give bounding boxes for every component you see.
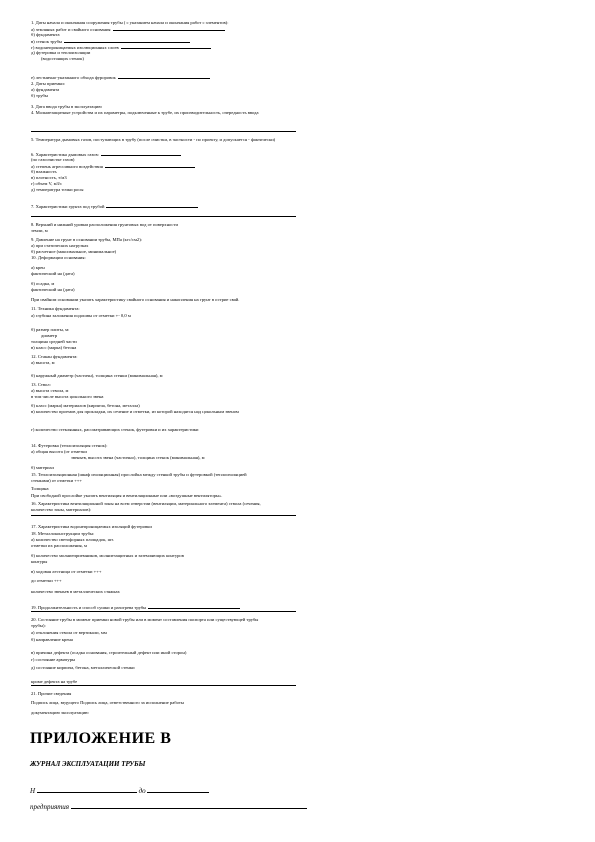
- form-line-text: 17. Характеристика водонепроницаемых изоляций футеровки: [31, 524, 152, 529]
- enterprise-line: [30, 802, 307, 811]
- form-line-text: в) плотность, т/м3: [31, 175, 67, 180]
- form-line: [31, 623, 46, 628]
- form-line-text: б) расчетное (максимальное, минимальное): [31, 249, 117, 254]
- form-line-text: а) высота, м: [31, 360, 55, 365]
- form-line-text: а) общая высота (от отметки: [31, 449, 87, 454]
- form-line-text: отметки их расположения, м: [31, 543, 87, 548]
- form-line: [31, 81, 65, 86]
- form-line: [31, 32, 60, 37]
- fill-in-blank[interactable]: [64, 38, 190, 43]
- form-line: [31, 306, 80, 311]
- form-line-text: фактический на (дата): [31, 287, 75, 292]
- form-line-text: 1. Даты начала и окончания сооружения трубы ( с указанием начала и окончания работ с элементов):: [31, 20, 229, 25]
- form-line: [31, 255, 86, 260]
- form-line-text: контуры: [31, 559, 48, 564]
- form-line-text: д) футеровка и теплоизоляции: [31, 50, 91, 55]
- form-line-text: При свайном основании указать характеристику свайного основания и накопления на грунт в острие свай.: [31, 297, 240, 302]
- form-line: [31, 700, 184, 705]
- form-line: [31, 181, 62, 186]
- form-line-text: в) класс (марка) бетона: [31, 345, 77, 350]
- form-line-text: в) ходовая лестница от отметки +++: [31, 569, 102, 574]
- form-line-text: а) крен: [31, 265, 45, 270]
- form-line: [31, 137, 275, 142]
- form-line: [31, 507, 91, 512]
- form-line-text: 9. Давление на грунт в основании трубы, МПа (кгс/см2):: [31, 237, 143, 242]
- form-line-text: толщина средней части: [31, 339, 77, 344]
- form-line: [31, 339, 77, 344]
- from-label: Н: [30, 787, 36, 795]
- form-line: [31, 243, 88, 248]
- form-line: [31, 327, 69, 332]
- form-line-text: кроме дефекта на трубе: [31, 679, 78, 684]
- form-line-text: 11. Техника фундамента:: [31, 306, 80, 311]
- separator-line: [31, 515, 296, 516]
- fill-in-blank[interactable]: [106, 203, 198, 208]
- form-line-text: а) при статических нагрузках: [31, 243, 89, 248]
- form-line: [31, 313, 131, 318]
- form-line-text: При свободной прослойке указать вентиляция и вентиляционные или «воздушные вентиляторы».: [31, 493, 223, 498]
- form-line: [31, 691, 71, 696]
- form-line-text: диаметр: [41, 333, 58, 338]
- form-line-text: в том числе высота цокольного звена: [31, 394, 104, 399]
- form-line-text: 14. Футеровка (теплоизоляция стенок):: [31, 443, 108, 448]
- form-line-text: 4. Молниезащитные устройства и их параметры, подключенные к трубе, их производительность, очередность ввода: [31, 110, 259, 115]
- enterprise-field[interactable]: [71, 802, 307, 809]
- form-line-text: 21. Прочие сведения: [31, 691, 72, 696]
- enterprise-label: предприятия: [30, 803, 70, 811]
- form-line: [31, 237, 142, 242]
- form-line-text: стенками) от отметки +++: [31, 478, 82, 483]
- form-line-text: 18. Металлоконструкции трубы:: [31, 531, 95, 536]
- form-line: [31, 604, 240, 610]
- journal-subtitle: ЖУРНАЛ ЭКСПЛУАТАЦИИ ТРУБЫ: [30, 760, 146, 768]
- form-line-text: 20. Состояние трубы в момент приемки новой трубы или в момент составления паспорта или существующей трубы: [31, 617, 259, 622]
- form-line: [41, 56, 84, 61]
- form-line-text: Подпись лица, ведущего Подпись лица, ответственного за исполнение работы: [31, 700, 184, 705]
- form-line: [31, 427, 198, 432]
- form-line-text: б) направление крена: [31, 637, 73, 642]
- form-line: [31, 345, 76, 350]
- form-line: [31, 589, 120, 594]
- form-line-text: в) причина дефекта (осадка основания, строительный дефект или иной сторон): [31, 650, 187, 655]
- form-line-text: 7. Характеристики грунта под трубой: [31, 204, 105, 209]
- form-line-text: г) количество стеклянных, рассматривающих стенок, футеровки и их характеристики: [31, 427, 199, 432]
- form-line-text: (водостоящих стенок): [41, 56, 84, 61]
- form-line-text: 2. Даты приемки:: [31, 81, 66, 86]
- form-line: [31, 543, 87, 548]
- form-line: [31, 360, 55, 365]
- form-line-text: 19. Продолжительность и способ сушки и разогрева трубы: [31, 605, 147, 610]
- form-line: [31, 650, 186, 655]
- form-line: [31, 87, 59, 92]
- form-line: [31, 388, 68, 393]
- form-line: [31, 373, 163, 378]
- form-line-text: б) класс (марка) материалов (кирпича, бетона, металла): [31, 403, 140, 408]
- form-line: [71, 455, 205, 460]
- form-line-text: б) количество молниеприемников, молниезащитных и заземляющих контуров: [31, 553, 184, 558]
- form-line: [31, 394, 103, 399]
- form-line: [31, 665, 135, 670]
- form-line-text: земли, м: [31, 228, 48, 233]
- form-line: [31, 449, 87, 454]
- form-line: [31, 403, 140, 408]
- form-line: [31, 478, 82, 483]
- form-line-text: б) наружный диаметр (частичн), толщина стенки (минимальная), м: [31, 373, 163, 378]
- form-line: [31, 26, 225, 32]
- form-line: [31, 524, 152, 529]
- form-line-text: д) температура точки росы: [31, 187, 84, 192]
- form-line: [31, 531, 94, 536]
- form-line: [31, 74, 210, 80]
- form-line-text: г) объем V, м3/с: [31, 181, 63, 186]
- form-line: [31, 569, 101, 574]
- form-line: [31, 265, 45, 270]
- form-line: [31, 271, 75, 276]
- form-line-text: а) количество светофорных площадок, шт.: [31, 537, 114, 542]
- form-line: [31, 486, 48, 491]
- form-line-text: в) количество проемов для прокладки, их сечение и отметки, из которой находятся над цокольным звеном: [31, 409, 239, 414]
- form-line-text: а) высота ствола, м: [31, 388, 69, 393]
- form-line: [31, 110, 259, 115]
- form-line: [31, 104, 102, 109]
- form-line-text: б) осадка, м: [31, 281, 55, 286]
- form-line-text: звеньев, высота звена (частично), толщина стенок (минимальная), м: [71, 455, 205, 460]
- form-line-text: г) водонепроницаемых изолюционных слоев: [31, 45, 119, 50]
- separator-line: [31, 611, 296, 612]
- fill-in-blank[interactable]: [148, 604, 240, 609]
- form-line: [31, 187, 84, 192]
- form-line-text: в) стенок трубы: [31, 39, 63, 44]
- form-line: [31, 93, 48, 98]
- fill-in-blank[interactable]: [101, 151, 181, 156]
- form-line: [31, 710, 89, 715]
- form-line-text: а) степень агрессивного воздействия: [31, 164, 103, 169]
- form-line-text: д) состояние кирпича, бетона, металлической стенки: [31, 665, 135, 670]
- form-line: [31, 472, 247, 477]
- separator-line: [31, 131, 296, 132]
- fill-in-blank[interactable]: [113, 26, 225, 31]
- fill-in-blank[interactable]: [121, 44, 211, 49]
- to-label: до: [138, 787, 146, 795]
- form-line: [31, 228, 48, 233]
- form-line: [31, 354, 78, 359]
- fill-in-blank[interactable]: [118, 74, 210, 79]
- form-line: [31, 409, 239, 414]
- form-line-text: 3. Дата ввода трубы в эксплуатацию: [31, 104, 102, 109]
- form-line: [31, 559, 47, 564]
- form-line-text: 5. Температура дымовых газов, поступающих в трубу (после очистки, в частности - по проекту, и допускается - фактически): [31, 137, 276, 142]
- form-line-text: б) материал: [31, 465, 54, 470]
- form-line: [31, 657, 75, 662]
- form-line-text: 15. Теплоизоляционная (шкаф изоляционная) прослойка между стенкой трубы и футеровкой (теплоизоляцией: [31, 472, 247, 477]
- form-line-text: 12. Стакан фундамента:: [31, 354, 78, 359]
- form-line: [31, 175, 67, 180]
- form-line: [31, 465, 54, 470]
- from-date-field[interactable]: [37, 786, 137, 793]
- form-line: [31, 203, 198, 209]
- form-line-text: 8. Верхний и нижний уровни расположения грунтовых вод от поверхности: [31, 222, 178, 227]
- form-line-text: б) фундамента: [31, 32, 60, 37]
- form-line: [31, 578, 62, 583]
- form-line: [31, 537, 114, 542]
- form-line: [31, 50, 90, 55]
- form-line-text: Толщина: [31, 486, 49, 491]
- to-date-field[interactable]: [147, 786, 209, 793]
- form-line-text: е) лестнично-указанного обхода фуроровок: [31, 75, 116, 80]
- form-line-text: б) влажность: [31, 169, 57, 174]
- form-line: [31, 169, 57, 174]
- form-line: [31, 281, 54, 286]
- form-line-text: (по газоочистке газов): [31, 157, 75, 162]
- form-line: [31, 501, 261, 506]
- form-line: [41, 333, 57, 338]
- form-line-text: количество зоны, материалов):: [31, 507, 92, 512]
- form-line: [31, 553, 184, 558]
- form-line-text: 13. Ствол:: [31, 382, 51, 387]
- fill-in-blank[interactable]: [105, 163, 195, 168]
- form-line-text: б) размер плиты, м:: [31, 327, 70, 332]
- separator-line: [31, 216, 296, 217]
- form-line-text: б) трубы: [31, 93, 48, 98]
- form-line-text: количество звеньев в металлических стяжках: [31, 589, 120, 594]
- form-line-text: а) глубина заложения подошвы от отметки +- 0,0 м: [31, 313, 131, 318]
- form-line-text: а) отклонения ствола от вертикали, мм: [31, 630, 107, 635]
- date-range-line: [30, 786, 209, 795]
- form-line-text: а) фундамента: [31, 87, 60, 92]
- form-line: [31, 287, 75, 292]
- form-line-text: 16. Характеристика вентиляционной зоны на всем отверстии (вентиляции, материального элемента) ствола (сечения,: [31, 501, 261, 506]
- separator-line: [31, 685, 296, 686]
- form-line: [31, 249, 116, 254]
- form-line: [31, 637, 73, 642]
- form-line: [31, 630, 107, 635]
- form-line: [31, 679, 77, 684]
- appendix-title: ПРИЛОЖЕНИЕ В: [30, 730, 172, 747]
- form-line: [31, 493, 222, 498]
- form-line: [31, 617, 258, 622]
- form-line-text: трубы):: [31, 623, 46, 628]
- form-line: [31, 20, 229, 25]
- form-line: [31, 297, 239, 302]
- form-line: [31, 157, 74, 162]
- form-line-text: до отметки +++: [31, 578, 62, 583]
- form-line-text: документацию эксплуатацию: [31, 710, 89, 715]
- form-line-text: 6. Характеристика дымовых газов:: [31, 152, 99, 157]
- form-line: [31, 382, 51, 387]
- form-line: [31, 222, 178, 227]
- form-line-text: 10. Деформации основания:: [31, 255, 86, 260]
- form-line-text: фактический на (дата): [31, 271, 75, 276]
- form-line: [31, 443, 108, 448]
- form-line-text: а) земляных работ и свайного основания: [31, 27, 111, 32]
- form-line-text: г) состояние арматуры: [31, 657, 76, 662]
